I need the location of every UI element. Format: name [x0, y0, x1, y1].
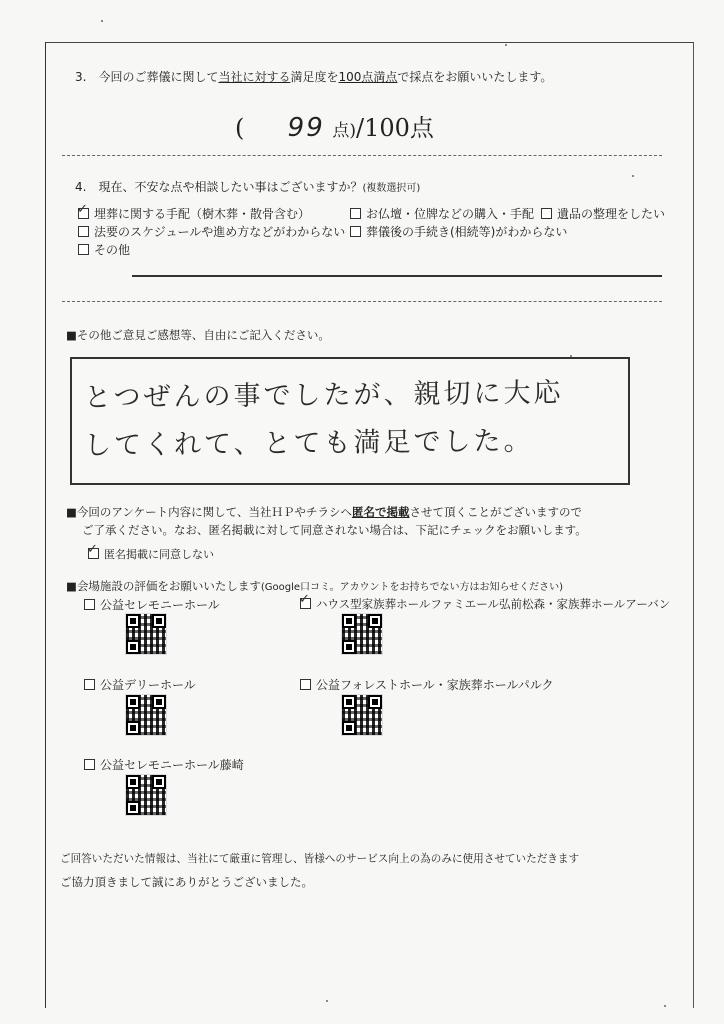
q4-option-label: お仏壇・位牌などの購入・手配 [366, 207, 535, 221]
scan-speck [326, 1000, 328, 1002]
venue-label: 公益セレモニーホール [100, 598, 220, 612]
checkbox[interactable] [84, 679, 95, 690]
checkbox[interactable] [78, 244, 89, 255]
q3-suffix: で採点をお願いいたします。 [397, 70, 553, 84]
check-mark-icon: ✓ [77, 202, 88, 217]
q3-question [75, 68, 552, 85]
q4-option-memorial-schedule[interactable] [78, 223, 345, 240]
q4-option-procedures[interactable] [350, 223, 567, 240]
anonymous-text-c: させて頂くことがございますので [409, 505, 582, 519]
q3-score [235, 108, 434, 143]
qr-code-forest-hall[interactable] [342, 695, 382, 735]
q4-option-label: 法要のスケジュールや進め方などがわからない [94, 225, 346, 239]
anonymous-optout-option[interactable] [87, 542, 214, 562]
comment-handwritten-line-1: とつぜんの事でしたが、親切に大応 [83, 377, 564, 414]
comments-title: ■その他ご意見ご感想等、自由にご記入ください。 [66, 328, 330, 342]
venues-note: (Google口コミ。アカウントをお持ちでない方はお知らせください) [260, 582, 564, 593]
closing-line-2: ご協力頂きまして誠にありがとうございました。 [60, 875, 313, 889]
q4-note: (複数選択可) [362, 183, 421, 194]
checkbox[interactable] [84, 599, 95, 610]
q4-option-label: その他 [94, 243, 131, 257]
anonymous-notice-line-2: ご了承ください。なお、匿名掲載に対して同意されない場合は、下記にチェックをお願いします。 [82, 523, 587, 537]
anonymous-text-b: 匿名で掲載 [351, 505, 410, 519]
checkbox-checked[interactable] [299, 592, 311, 609]
anonymous-notice [66, 504, 582, 520]
venue-derry-hall[interactable] [84, 676, 196, 693]
q4-option-label: 遺品の整理をしたい [557, 207, 666, 221]
qr-code-derry-hall[interactable] [126, 695, 166, 735]
checkbox[interactable] [300, 679, 311, 690]
checkbox[interactable] [541, 208, 552, 219]
anonymous-optout-label: 匿名掲載に同意しない [104, 548, 214, 561]
q4-title: 4. 現在、不安な点や相談したい事はございますか？ [75, 180, 363, 194]
comment-handwritten-line-2: してくれて、とても満足でした。 [83, 425, 534, 462]
scan-speck [505, 44, 507, 46]
comments-box[interactable] [70, 357, 630, 485]
q4-option-belongings[interactable] [541, 205, 665, 222]
score-handwritten: 99 [287, 113, 325, 143]
q4-option-label: 埋葬に関する手配（樹木葬・散骨含む） [94, 207, 311, 221]
check-mark-icon: ✓ [299, 592, 310, 607]
qr-code-ceremony-hall[interactable] [126, 614, 166, 654]
venue-famieru[interactable] [299, 592, 671, 612]
q4-option-other[interactable] [78, 241, 130, 258]
q3-prefix: 3. 今回のご葬儀に関して [75, 70, 219, 84]
checkbox[interactable] [350, 226, 361, 237]
q4-option-burial[interactable] [77, 202, 311, 222]
score-total: /100点 [356, 114, 434, 142]
anonymous-text-a: ■今回のアンケート内容に関して、当社ＨＰやチラシへ [66, 505, 352, 519]
closing-line-1: ご回答いただいた情報は、当社にて厳重に管理し、皆様へのサービス向上の為のみに使用させていただきます [60, 853, 580, 865]
venue-label: 公益フォレストホール・家族葬ホールパルク [316, 678, 554, 692]
q3-underline-2: 100点満点 [338, 70, 398, 84]
checkbox[interactable] [78, 226, 89, 237]
venues-heading [66, 578, 563, 594]
q4-option-label: 葬儀後の手続き(相続等)がわからない [366, 225, 568, 239]
scan-speck [570, 355, 572, 357]
divider-dashed-2 [62, 301, 662, 302]
venue-label: 公益デリーホール [100, 678, 196, 692]
qr-code-famieru[interactable] [342, 614, 382, 654]
venue-label: ハウス型家族葬ホールファミエール弘前松森・家族葬ホールアーバン [316, 597, 671, 611]
q4-question [75, 178, 420, 195]
score-unit: 点) [332, 121, 357, 141]
venue-forest-hall[interactable] [300, 676, 553, 693]
check-mark-icon: ✓ [87, 542, 98, 557]
score-open-paren: ( [235, 114, 245, 142]
venue-ceremony-hall-fujisaki[interactable] [84, 756, 244, 773]
divider-dashed-1 [62, 155, 662, 156]
other-answer-line[interactable] [132, 275, 662, 277]
scan-speck [664, 1005, 666, 1007]
q4-option-altar[interactable] [350, 205, 534, 222]
q3-underline-1: 当社に対する [218, 70, 291, 84]
checkbox[interactable] [84, 759, 95, 770]
venue-label: 公益セレモニーホール藤崎 [100, 758, 244, 772]
venue-ceremony-hall[interactable] [84, 596, 220, 613]
checkbox[interactable] [350, 208, 361, 219]
venues-title: ■会場施設の評価をお願いいたします [66, 579, 261, 593]
q3-middle: 満足度を [290, 70, 339, 84]
scan-speck [632, 175, 634, 177]
checkbox-checked[interactable] [87, 542, 99, 559]
qr-code-fujisaki[interactable] [126, 775, 166, 815]
scan-speck [101, 20, 103, 22]
checkbox-checked[interactable] [77, 202, 89, 219]
